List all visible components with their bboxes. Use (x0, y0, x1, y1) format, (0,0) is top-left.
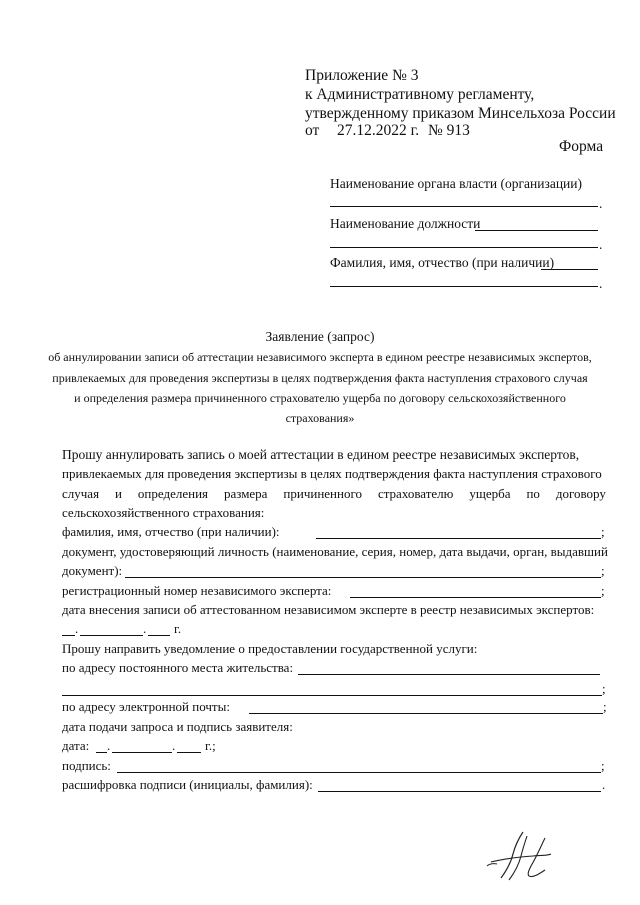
fio-recipient-label: Фамилия, имя, отчество (при наличии) (330, 255, 555, 270)
order-number: № 913 (428, 122, 470, 139)
regulation-reference: к Административному регламенту, (305, 86, 535, 103)
date-year-line[interactable] (177, 752, 201, 753)
document-label-2: документ): (62, 563, 123, 578)
date-dot-1: . (107, 738, 111, 753)
reg-number-semicolon: ; (601, 583, 605, 598)
signature-semicolon: ; (601, 758, 605, 773)
approval-reference: утвержденному приказом Минсельхоза России (305, 105, 616, 122)
address-semicolon: ; (602, 681, 606, 696)
fio-semicolon: ; (601, 524, 605, 539)
document-subtitle-line-4: страхования» (285, 411, 355, 425)
submit-label: дата подачи запроса и подпись заявителя: (62, 719, 293, 734)
entry-year-suffix: г. (174, 621, 182, 636)
word: определения (137, 486, 209, 501)
date-label: дата: (62, 738, 90, 753)
word: размера (223, 486, 268, 501)
position-label: Наименование должности (330, 216, 481, 231)
request-paragraph-line-4: сельскохозяйственного страхования: (62, 505, 265, 520)
decode-dot: . (602, 777, 606, 792)
reg-number-label: регистрационный номер независимого эксперта: (62, 583, 332, 598)
word: ущерба (469, 486, 511, 501)
fio-recipient-line-dot: . (599, 276, 603, 291)
entry-date-label: дата внесения записи об аттестованном независимом эксперте в реестр независимых экспертов: (62, 602, 595, 617)
request-paragraph-line-1: Прошу аннулировать запись о моей аттестации в едином реестре независимых экспертов, (62, 447, 580, 462)
document-semicolon: ; (601, 563, 605, 578)
notify-label: Прошу направить уведомление о предоставлении государственной услуги: (62, 641, 478, 656)
decode-label: расшифровка подписи (инициалы, фамилия): (62, 777, 313, 792)
word: договору (555, 486, 606, 501)
entry-month-line[interactable] (80, 635, 143, 636)
date-suffix: г.; (205, 738, 216, 753)
signature-label: подпись: (62, 758, 111, 773)
document-subtitle-line-3: и определения размера причиненного страхователю ущерба по договору сельскохозяйственного (74, 391, 566, 405)
address-input-line-2[interactable] (62, 695, 602, 696)
date-day-line[interactable] (96, 752, 107, 753)
email-input-line[interactable] (249, 713, 603, 714)
signature-input-line[interactable] (117, 772, 601, 773)
entry-day-line[interactable] (62, 635, 75, 636)
document-subtitle-line-2: привлекаемых для проведения экспертизы в целях подтверждения факта наступления страхового случая (52, 371, 588, 385)
fio-input-line[interactable] (316, 538, 601, 539)
handwritten-signature (483, 826, 563, 886)
order-date: 27.12.2022 г. (337, 122, 420, 139)
word: причиненного (283, 486, 362, 501)
reg-number-input-line[interactable] (350, 597, 601, 598)
form-label: Форма (559, 138, 604, 155)
word: по (526, 486, 540, 501)
email-semicolon: ; (603, 699, 607, 714)
address-input-line[interactable] (298, 674, 600, 675)
address-label: по адресу постоянного места жительства: (62, 660, 294, 675)
request-paragraph-line-2: привлекаемых для проведения экспертизы в целях подтверждения факта наступления страхового (62, 466, 602, 481)
email-label: по адресу электронной почты: (62, 699, 230, 714)
appendix-number: Приложение № 3 (305, 67, 419, 84)
position-line (330, 247, 598, 248)
entry-year-line[interactable] (148, 635, 170, 636)
authority-line-dot: . (599, 196, 603, 211)
document-label: документ, удостоверяющий личность (наименование, серия, номер, дата выдачи, орган, выдавший (62, 544, 608, 559)
position-line-dot: . (599, 237, 603, 252)
word: и (115, 486, 122, 501)
position-inline-line (475, 230, 598, 231)
document-title: Заявление (запрос) (265, 329, 375, 344)
fio-recipient-inline-line (541, 269, 598, 270)
authority-line (330, 206, 598, 207)
decode-input-line[interactable] (318, 791, 601, 792)
authority-label: Наименование органа власти (организации) (330, 176, 582, 191)
request-paragraph-line-3 (62, 486, 606, 502)
word: страхователю (377, 486, 454, 501)
date-month-line[interactable] (112, 752, 172, 753)
document-input-line[interactable] (125, 577, 601, 578)
fio-recipient-line (330, 286, 598, 287)
entry-date-dot-1: . (75, 621, 79, 636)
date-dot-2: . (172, 738, 176, 753)
fio-label: фамилия, имя, отчество (при наличии): (62, 524, 280, 539)
entry-date-dot-2: . (143, 621, 147, 636)
word: случая (62, 486, 100, 501)
document-subtitle-line-1: об аннулировании записи об аттестации независимого эксперта в едином реестре независимых экспертов, (48, 350, 592, 364)
order-prefix: от (305, 122, 320, 139)
